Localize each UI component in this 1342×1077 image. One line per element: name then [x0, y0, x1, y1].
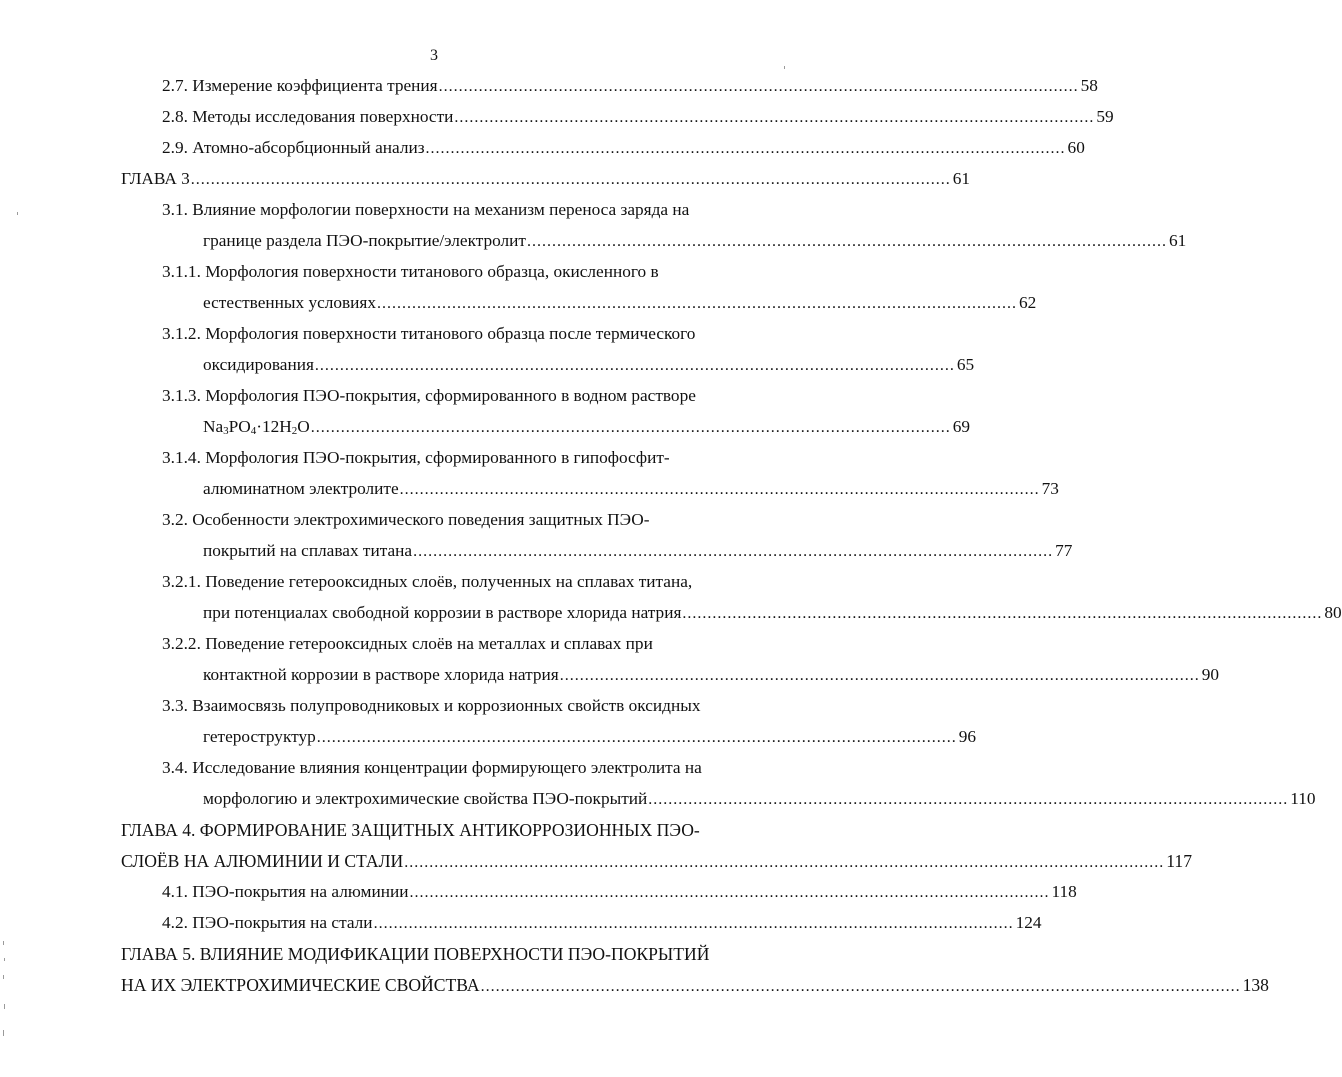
toc-entry — [203, 787, 1316, 811]
toc-entry — [203, 663, 1219, 687]
toc-entry-page: 138 — [1242, 975, 1269, 995]
scan-speck — [3, 941, 4, 945]
toc-entry — [162, 74, 1098, 98]
toc-entry-page: 61 — [1169, 231, 1187, 250]
toc-chapter-entry — [121, 849, 1193, 873]
toc-leader-dots: ................................................................................................................................ — [413, 543, 1054, 560]
toc-entry-page: 65 — [956, 355, 975, 374]
toc-entry-title: 3.2.2. Поведение гетерооксидных слоёв на металлах и сплавах при — [162, 634, 653, 653]
toc-leader-dots: ................................................................................................................................ — [454, 109, 1095, 126]
toc-entry-page: 62 — [1019, 293, 1037, 312]
toc-entry-title: 2.8. Методы исследования поверхности — [162, 107, 454, 126]
toc-leader-dots: ................................................................................................................................ — [314, 357, 955, 374]
scan-speck — [17, 212, 18, 215]
toc-entry — [203, 539, 1073, 563]
toc-entry-line — [162, 508, 748, 532]
toc-entry-title: 4.1. ПЭО-покрытия на алюминии — [162, 882, 409, 901]
toc-leader-dots: ................................................................................................................................ — [527, 233, 1167, 250]
toc-entry-title: 3.3. Взаимосвязь полупроводниковых и коррозионных свойств оксидных — [162, 696, 701, 715]
scan-speck — [3, 1030, 4, 1036]
toc-entry-page: 77 — [1055, 541, 1073, 560]
toc-leader-dots: ................................................................................................................................ — [310, 419, 951, 436]
toc-entry-line — [162, 198, 748, 222]
toc-leader-dots: ........................................................................................................................................................ — [404, 854, 1165, 871]
toc-entry-page: 80 — [1324, 603, 1342, 622]
toc-entry — [203, 477, 1059, 501]
toc-entry-title: морфологию и электрохимические свойства ПЭО-покрытий — [203, 789, 648, 808]
toc-chapter-line — [121, 818, 751, 842]
scan-speck — [4, 1004, 5, 1009]
toc-entry-title: гетероструктур — [203, 727, 316, 746]
toc-entry-title: ГЛАВА 5. ВЛИЯНИЕ МОДИФИКАЦИИ ПОВЕРХНОСТИ ПЭО-ПОКРЫТИЙ — [121, 944, 710, 964]
toc-entry-line — [162, 260, 748, 284]
toc-entry-title: 3.2.1. Поведение гетерооксидных слоёв, полученных на сплавах титана, — [162, 572, 693, 591]
toc-entry — [203, 415, 971, 439]
toc-entry — [162, 880, 1077, 904]
toc-entry-line — [162, 384, 748, 408]
toc-entry-title: НА ИХ ЭЛЕКТРОХИМИЧЕСКИЕ СВОЙСТВА — [121, 975, 480, 995]
toc-entry-title: 3.1.4. Морфология ПЭО-покрытия, сформированного в гипофосфит- — [162, 448, 670, 467]
toc-entry-line — [162, 322, 748, 346]
toc-entry-page: 110 — [1290, 789, 1316, 808]
toc-entry — [203, 353, 975, 377]
toc-leader-dots: ................................................................................................................................ — [377, 295, 1018, 312]
toc-entry-title: 3.2. Особенности электрохимического поведения защитных ПЭО- — [162, 510, 650, 529]
toc-entry-title: при потенциалах свободной коррозии в растворе хлорида натрия — [203, 603, 682, 622]
toc-chapter-entry — [121, 167, 971, 191]
toc-entry-page: 58 — [1080, 76, 1098, 95]
toc-chapter-line — [121, 942, 751, 966]
toc-entry-title: естественных условиях — [203, 293, 377, 312]
toc-leader-dots: ................................................................................................................................ — [399, 481, 1040, 498]
toc-entry-page: 59 — [1096, 107, 1114, 126]
toc-entry-title: 4.2. ПЭО-покрытия на стали — [162, 913, 373, 932]
toc-entry-title: оксидирования — [203, 355, 314, 374]
toc-entry-page: 124 — [1015, 913, 1042, 932]
toc-leader-dots: ................................................................................................................................ — [373, 915, 1014, 932]
toc-entry-line — [162, 570, 748, 594]
toc-entry-line — [162, 694, 748, 718]
toc-entry-title: СЛОЁВ НА АЛЮМИНИИ И СТАЛИ — [121, 851, 404, 871]
toc-entry — [203, 291, 1037, 315]
toc-entry-title: 2.7. Измерение коэффициента трения — [162, 76, 438, 95]
toc-leader-dots: ................................................................................................................................ — [559, 667, 1200, 684]
toc-entry-title: контактной коррозии в растворе хлорида натрия — [203, 665, 559, 684]
toc-entry — [162, 105, 1114, 129]
toc-entry-page: 96 — [958, 727, 977, 746]
toc-entry-title: покрытий на сплавах титана — [203, 541, 413, 560]
toc-entry-title: 3.1.3. Морфология ПЭО-покрытия, сформированного в водном растворе — [162, 386, 696, 405]
toc-entry-line — [162, 446, 748, 470]
toc-leader-dots: ................................................................................................................................ — [409, 884, 1050, 901]
toc-leader-dots: ........................................................................................................................................................ — [480, 978, 1241, 995]
toc-entry-page: 69 — [952, 417, 971, 436]
toc-entry-line — [162, 756, 748, 780]
toc-entry-page: 73 — [1041, 479, 1059, 498]
toc-entry-page: 60 — [1067, 138, 1085, 157]
toc-leader-dots: ................................................................................................................................ — [648, 791, 1289, 808]
toc-entry-title: ГЛАВА 4. ФОРМИРОВАНИЕ ЗАЩИТНЫХ АНТИКОРРОЗИОННЫХ ПЭО- — [121, 820, 700, 840]
toc-entry — [203, 601, 1342, 625]
scan-speck — [784, 66, 785, 69]
toc-entry-page: 118 — [1051, 882, 1077, 901]
toc-leader-dots: ........................................................................................................................................................ — [190, 171, 951, 188]
toc-leader-dots: ................................................................................................................................ — [438, 78, 1079, 95]
toc-entry-title: алюминатном электролите — [203, 479, 399, 498]
toc-entry-page: 90 — [1201, 665, 1219, 684]
toc-entry — [162, 136, 1085, 160]
toc-entry-page: 61 — [952, 169, 971, 188]
toc-leader-dots: ................................................................................................................................ — [682, 605, 1323, 622]
toc-entry-title: ГЛАВА 3 — [121, 169, 190, 188]
page-number: 3 — [430, 47, 438, 64]
toc-entry-title: 2.9. Атомно-абсорбционный анализ — [162, 138, 425, 157]
toc-leader-dots: ................................................................................................................................ — [316, 729, 957, 746]
toc-entry-title: 3.1. Влияние морфологии поверхности на механизм переноса заряда на — [162, 200, 690, 219]
scan-speck — [3, 975, 4, 979]
toc-entry-page: 117 — [1166, 851, 1193, 871]
toc-entry-title: границе раздела ПЭО-покрытие/электролит — [203, 231, 526, 250]
toc-entry-title: 3.1.2. Морфология поверхности титанового образца после термического — [162, 324, 696, 343]
toc-entry-title: 3.4. Исследование влияния концентрации формирующего электролита на — [162, 758, 702, 777]
toc-chapter-entry — [121, 973, 1269, 997]
toc-entry-line — [162, 632, 748, 656]
toc-entry — [162, 911, 1042, 935]
toc-leader-dots: ................................................................................................................................ — [425, 140, 1066, 157]
toc-entry-formula: $Na_3PO_4\cdot 12H_2O$ — [203, 417, 310, 437]
toc-entry — [203, 229, 1187, 253]
toc-entry-title: 3.1.1. Морфология поверхности титанового образца, окисленного в — [162, 262, 659, 281]
scan-speck — [4, 958, 5, 961]
toc-entry — [203, 725, 977, 749]
